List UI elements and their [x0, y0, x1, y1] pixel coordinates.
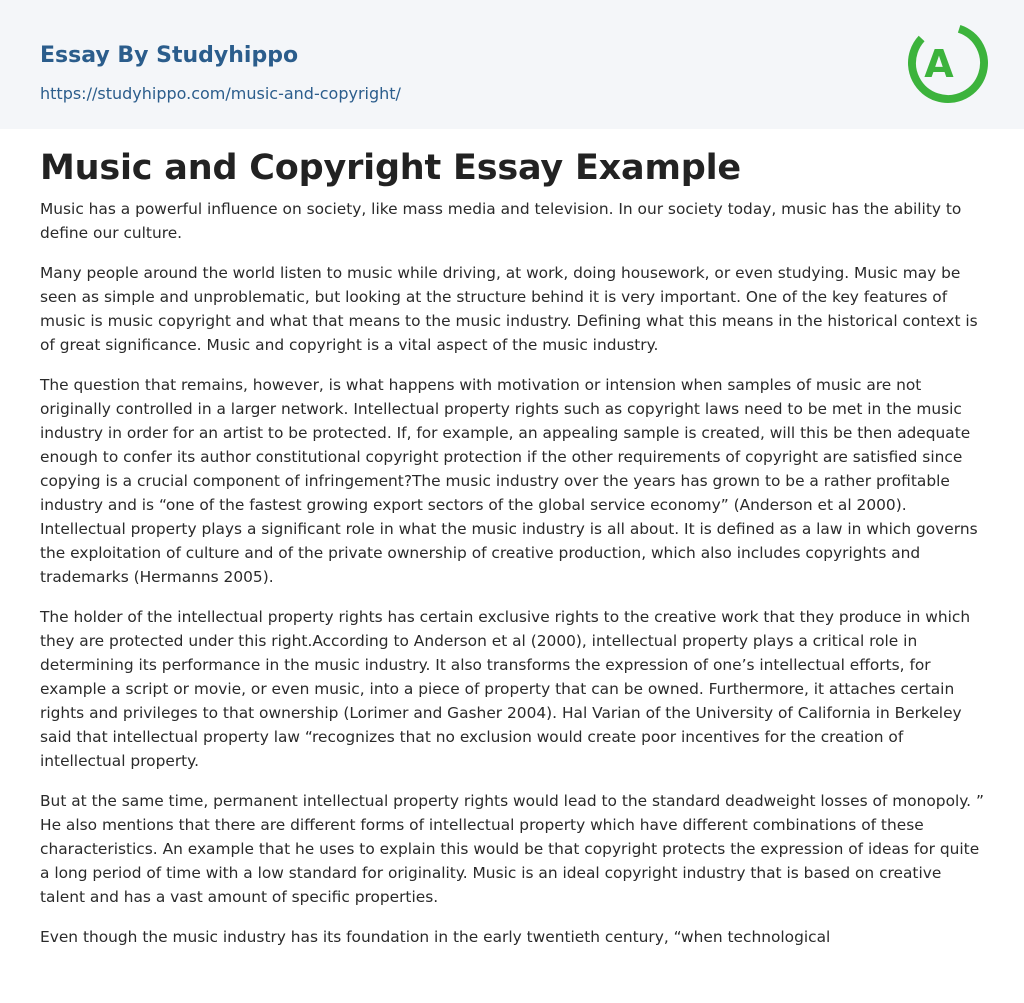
studyhippo-logo-icon[interactable]: [908, 17, 992, 109]
site-brand[interactable]: Essay By Studyhippo: [40, 43, 299, 68]
essay-paragraph: Even though the music industry has its foundation in the early twentieth century, “when technological: [40, 928, 831, 946]
essay-paragraph: The holder of the intellectual property rights has certain exclusive rights to the creative work that they produce in which they are protected under this right.According to Anderson et al (2000), intellectual property plays a critical role in determining its performance in the music industry. It also transforms the expression of one’s intellectual efforts, for example a script or movie, or even music, into a piece of property that can be owned. Furthermore, it attaches certain rights and privileges to that ownership (Lorimer and Gasher 2004). Hal Varian of the University of California in Berkeley said that intellectual property law “recognizes that no exclusion would create poor incentives for the creation of intellectual property.: [40, 608, 971, 770]
essay-paragraph: Music has a powerful influence on society, like mass media and television. In our society today, music has the ability to define our culture.: [40, 200, 962, 242]
essay-title: Music and Copyright Essay Example: [40, 148, 741, 188]
essay-content: [40, 145, 984, 965]
essay-url-link[interactable]: https://studyhippo.com/music-and-copyright/: [40, 84, 401, 103]
essay-paragraph: Many people around the world listen to music while driving, at work, doing housework, or even studying. Music may be seen as simple and unproblematic, but looking at the structure behind it is very important. One of the key features of music is music copyright and what that means to the music industry. Defining what this means in the historical context is of great significance. Music and copyright is a vital aspect of the music industry.: [40, 264, 978, 354]
site-header: [0, 0, 1024, 129]
logo-letter: A: [924, 42, 954, 86]
essay-paragraph: But at the same time, permanent intellectual property rights would lead to the standard deadweight losses of monopoly. ” He also mentions that there are different forms of intellectual property which have different combinations of these characteristics. An example that he uses to explain this would be that copyright protects the expression of ideas for quite a long period of time with a low standard for originality. Music is an ideal copyright industry that is based on creative talent and has a vast amount of specific properties.: [40, 792, 984, 906]
essay-paragraph: The question that remains, however, is what happens with motivation or intension when samples of music are not originally controlled in a larger network. Intellectual property rights such as copyright laws need to be met in the music industry in order for an artist to be protected. If, for example, an appealing sample is created, will this be then adequate enough to confer its author constitutional copyright protection if the other requirements of copyright are satisfied since copying is a crucial component of infringement?The music industry over the years has grown to be a rather profitable industry and is “one of the fastest growing export sectors of the global service economy” (Anderson et al 2000). Intellectual property plays a significant role in what the music industry is all about. It is defined as a law in which governs the exploitation of culture and of the private ownership of creative production, which also includes copyrights and trademarks (Hermanns 2005).: [40, 376, 978, 586]
